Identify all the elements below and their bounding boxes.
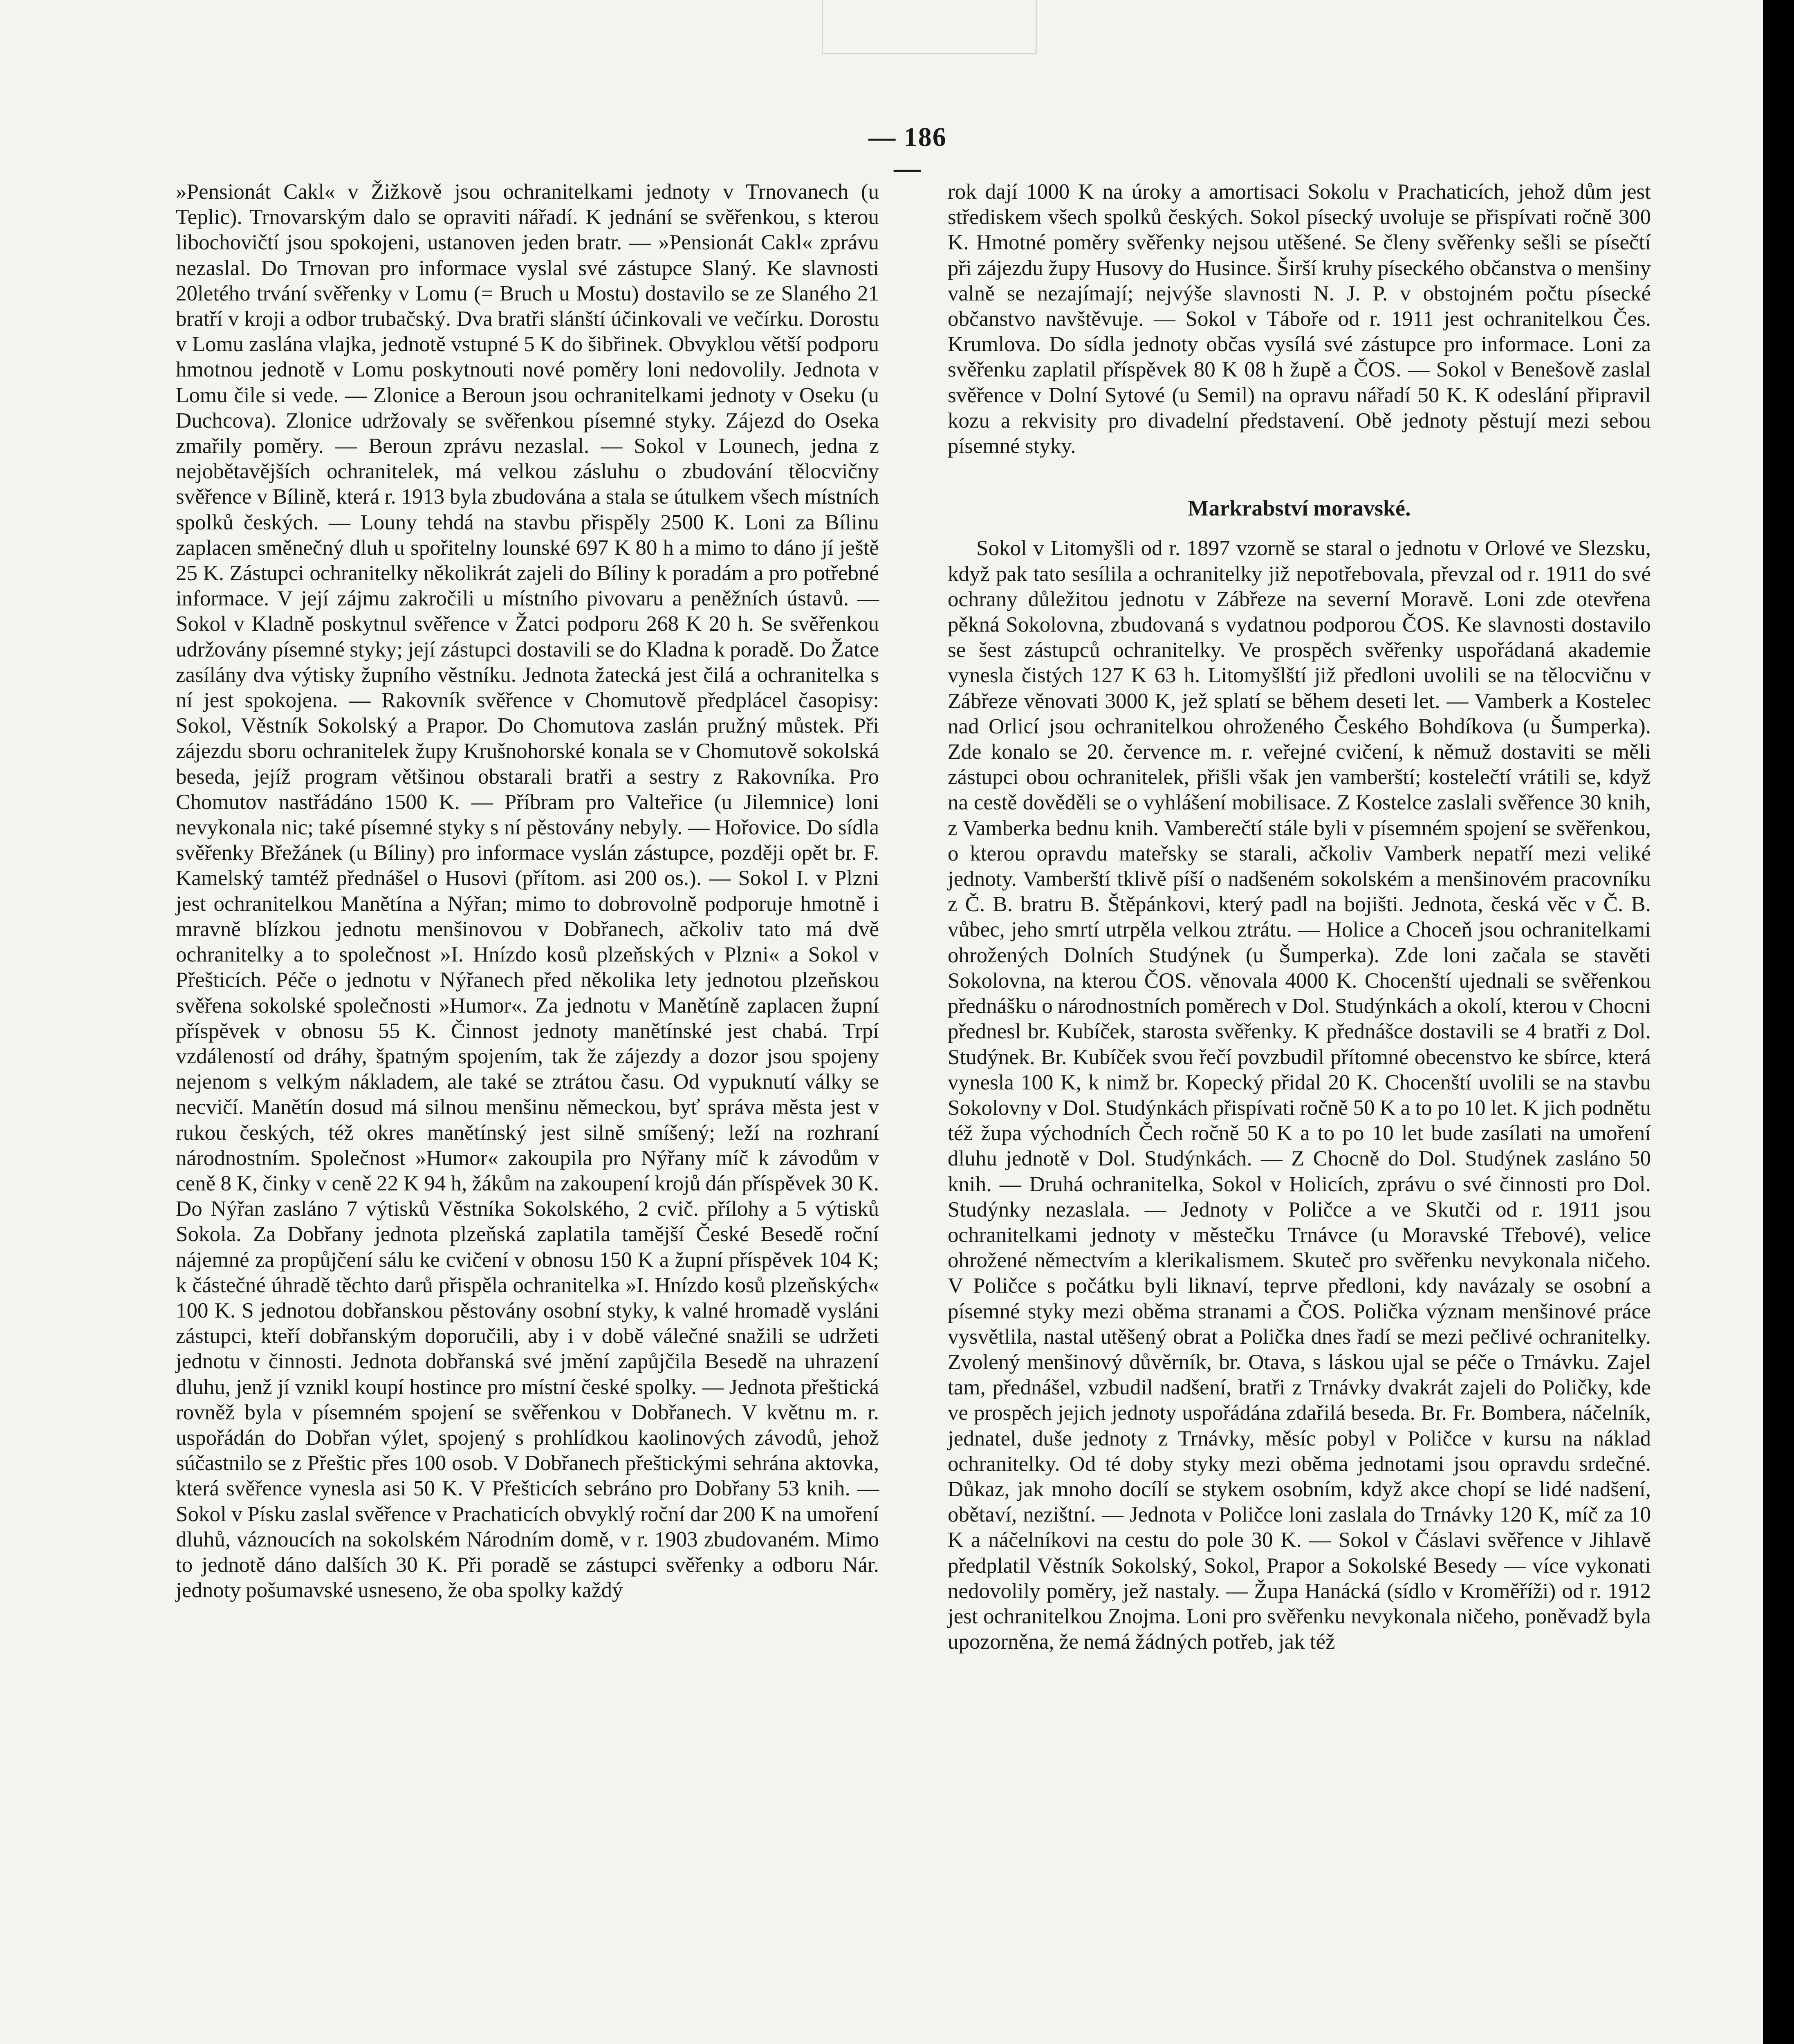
page-number: — 186 — [868, 122, 947, 183]
scan-artifact [822, 0, 1037, 54]
right-column-text-top: rok dají 1000 K na úroky a amortisaci Sokolu v Prachaticích, jehož dům jest střediskem všech spolků českých. Sokol písecký uvoluje se přispívati ročně 300 K. Hmotné poměry svěřenky nejsou utěšené. Se členy svěřenky sešli se písečtí při zájezdu župy Husovy do Husince. Širší kruhy píseckého občanstva o menšiny valně se nezajímají; nejvýše slavnosti N. J. P. v obstojném počtu písecké občanstvo navštěvuje. — Sokol v Táboře od r. 1911 jest ochranitelkou Čes. Krumlova. Do sídla jednoty občas vysílá své zástupce pro informace. Loni za svěřenku zaplatil příspěvek 80 K 08 h župě a ČOS. — Sokol v Benešově zaslal svěřence v Dolní Sytové (u Semil) na opravu nářadí 50 K. K odeslání připravil kozu a rekvisity pro divadelní představení. Obě jednoty pěstují mezi sebou písemné styky. [948, 180, 1651, 458]
left-column [176, 179, 879, 1603]
right-column [948, 179, 1651, 1654]
right-column-text-bottom: Sokol v Litomyšli od r. 1897 vzorně se staral o jednotu v Orlové ve Slezsku, když pak tato sesílila a ochranitelky již nepotřebovala, převzal od r. 1911 do své ochrany důležitou jednotu v Zábřeze na severní Moravě. Loni zde otevřena pěkná Sokolovna, zbudovaná s vydatnou podporou ČOS. Ke slavnosti dostavilo se šest zástupců ochranitelky. Ve prospěch svěřenky uspořádaná akademie vynesla čistých 127 K 63 h. Litomyšlští již předloni uvolili se na tělocvičnu v Zábřeze věnovati 3000 K, jež splatí se během deseti let. — Vamberk a Kostelec nad Orlicí jsou ochranitelkou ohroženého Českého Bohdíkova (u Šumperka). Zde konalo se 20. července m. r. veřejné cvičení, k němuž dostaviti se měli zástupci obou ochranitelek, přišli však jen vamberští; kostelečtí vrátili se, když na cestě dověděli se o vyhlášení mobilisace. Z Kostelce zaslali svěřence 30 knih, z Vamberka bednu knih. Vamberečtí stále byli v písemném spojení se svěřenkou, o kterou opravdu mateřsky se starali, ačkoliv Vamberk nepatří mezi veliké jednoty. Vamberští tklivě píší o nadšeném sokolském a menšinovém pracovníku z Č. B. bratru B. Štěpánkovi, který padl na bojišti. Jednota, česká věc v Č. B. vůbec, jeho smrtí utrpěla velkou ztrátu. — Holice a Choceň jsou ochranitelkami ohrožených Dolních Studýnek (u Šumperka). Zde loni začala se stavěti Sokolovna, na kterou ČOS. věnovala 4000 K. Chocenští ujednali se svěřenkou přednášku o národnostních poměrech v Dol. Studýnkách a okolí, kterou v Chocni přednesl br. Kubíček, starosta svěřenky. K přednášce dostavili se 4 bratři z Dol. Studýnek. Br. Kubíček svou řečí povzbudil přítomné obecenstvo ke sbírce, která vynesla 100 K, k nimž br. Kopecký přidal 20 K. Chocenští uvolili se na stavbu Sokolovny v Dol. Studýnkách přispívati ročně 50 K a to po 10 let. K jich podnětu též župa východních Čech ročně 50 K a to po 10 let bude zasílati na umoření dluhu jednotě v Dol. Studýnkách. — Z Chocně do Dol. Studýnek zasláno 50 knih. — Druhá ochranitelka, Sokol v Holicích, zprávu o své činnosti pro Dol. Studýnky nezaslala. — Jednoty v Poličce a ve Skutči od r. 1911 jsou ochranitelkami jednoty v městečku Trnávce (u Moravské Třebové), velice ohrožené němectvím a klerikalismem. Skuteč pro svěřenku nevykonala ničeho. V Poličce s počátku byli liknaví, teprve předloni, kdy navázaly se osobní a písemné styky mezi oběma stranami a ČOS. Polička význam menšinové práce vysvětlila, nastal utěšený obrat a Polička dnes řadí se mezi pečlivé ochranitelky. Zvolený menšinový důvěrník, br. Otava, s láskou ujal se péče o Trnávku. Zajel tam, přednášel, vzbudil nadšení, bratři z Trnávky dvakrát zajeli do Poličky, kde ve prospěch jejich jednoty uspořádána zdařilá beseda. Br. Fr. Bombera, náčelník, jednatel, duše jednoty z Trnávky, měsíc pobyl v Poličce v kursu na náklad ochranitelky. Od té doby styky mezi oběma jednotami jsou opravdu srdečné. Důkaz, jak mnoho docílí se stykem osobním, když akce chopí se lidé nadšení, obětaví, nezištní. — Jednota v Poličce loni zaslala do Trnávky 120 K, míč za 10 K a náčelníkovi na cestu do pole 30 K. — Sokol v Čáslavi svěřence v Jihlavě předplatil Věstník Sokolský, Sokol, Prapor a Sokolské Besedy — více vykonati nedovolily poměry, jež nastaly. — Župa Hanácká (sídlo v Kroměříži) od r. 1912 jest ochranitelkou Znojma. Loni pro svěřenku nevykonala ničeho, poněvadž byla upozorněna, že nemá žádných potřeb, jak též [948, 536, 1651, 1654]
section-heading: Markrabství moravské. [1188, 496, 1411, 521]
left-column-text: »Pensionát Cakl« v Žižkově jsou ochranitelkami jednoty v Trnovanech (u Teplic). Trnovarským dalo se opraviti nářadí. K jednání se svěřenkou, s kterou libochovičtí jsou spokojeni, ustanoven jeden bratr. — »Pensionát Cakl« zprávu nezaslal. Do Trnovan pro informace vyslal své zástupce Slaný. Ke slavnosti 20letého trvání svěřenky v Lomu (= Bruch u Mostu) dostavilo se ze Slaného 21 bratří v kroji a odbor trubačský. Dva bratři slánští účinkovali ve večírku. Dorostu v Lomu zaslána vlajka, jednotě vstupné 5 K do šibřinek. Obvyklou větší podporu hmotnou jednotě v Lomu poskytnouti nové poměry loni nedovolily. Jednota v Lomu čile si vede. — Zlonice a Beroun jsou ochranitelkami jednoty v Oseku (u Duchcova). Zlonice udržovaly se svěřenkou písemné styky. Zájezd do Oseka zmařily poměry. — Beroun zprávu nezaslal. — Sokol v Lounech, jedna z nejobětavějších ochranitelek, má velkou zásluhu o zbudování tělocvičny svěřence v Bílině, která r. 1913 byla zbudována a stala se útulkem všech místních spolků českých. — Louny tehdá na stavbu přispěly 2500 K. Loni za Bílinu zaplacen směnečný dluh u spořitelny lounské 697 K 80 h a mimo to dáno jí ještě 25 K. Zástupci ochranitelky několikrát zajeli do Bíliny k poradám a pro potřebné informace. V její zájmu zakročili u místního pivovaru a peněžních ústavů. — Sokol v Kladně poskytnul svěřence v Žatci podporu 268 K 20 h. Se svěřenkou udržovány písemné styky; její zástupci dostavili se do Kladna k poradě. Do Žatce zasílány dva výtisky župního věstníku. Jednota žatecká jest čilá a ochranitelka s ní jest spokojena. — Rakovník svěřence v Chomutově předplácel časopisy: Sokol, Věstník Sokolský a Prapor. Do Chomutova zaslán pružný můstek. Při zájezdu sboru ochranitelek župy Krušnohorské konala se v Chomutově sokolská beseda, jejíž program většinou obstarali bratři a sestry z Rakovníka. Pro Chomutov nastřádáno 1500 K. — Příbram pro Valteřice (u Jilemnice) loni nevykonala nic; také písemné styky s ní pěstovány nebyly. — Hořovice. Do sídla svěřenky Břežánek (u Bíliny) pro informace vyslán zástupce, později opět br. F. Kamelský tamtéž přednášel o Husovi (přítom. asi 200 os.). — Sokol I. v Plzni jest ochranitelkou Manětína a Nýřan; mimo to dobrovolně podporuje hmotně i mravně blízkou jednotu menšinovou v Dobřanech, ačkoliv tato má dvě ochranitelky a to společnost »I. Hnízdo kosů plzeňských v Plzni« a Sokol v Přešticích. Péče o jednotu v Nýřanech před několika lety jednotou plzeňskou svěřena sokolské společnosti »Humor«. Za jednotu v Manětíně zaplacen župní příspěvek v obnosu 55 K. Činnost jednoty manětínské jest chabá. Trpí vzdáleností od dráhy, špatným spojením, tak že zájezdy a dozor jsou spojeny nejenom s velkým nákladem, ale také se ztrátou času. Od vypuknutí války se necvičí. Manětín dosud má silnou menšinu německou, byť správa města jest v rukou českých, též okres manětínský jest silně smíšený; leží na rozhraní národnostním. Společnost »Humor« zakoupila pro Nýřany míč k závodům v ceně 8 K, činky v ceně 22 K 94 h, žákům na zakoupení krojů dán příspěvek 30 K. Do Nýřan zasláno 7 výtisků Věstníka Sokolského, 2 cvič. přílohy a 5 výtisků Sokola. Za Dobřany jednota plzeňská zaplatila tamější České Besedě roční nájemné za propůjčení sálu ke cvičení v obnosu 150 K a župní příspěvek 104 K; k částečné úhradě těchto darů přispěla ochranitelka »I. Hnízdo kosů plzeňských« 100 K. S jednotou dobřanskou pěstovány osobní styky, k valné hromadě vysláni zástupci, kteří dobřanským doporučili, aby i v době válečné snažili se udržeti jednotu v činnosti. Jednota dobřanská své jmění zapůjčila Besedě na uhrazení dluhu, jenž jí vznikl koupí hostince pro místní české spolky. — Jednota přeštická rovněž byla v písemném spojení se svěřenkou v Dobřanech. V květnu m. r. uspořádán do Dobřan výlet, spojený s prohlídkou kaolinových závodů, jehož súčastnilo se z Přeštic přes 100 osob. V Dobřanech přeštickými sehrána aktovka, která svěřence vynesla asi 50 K. V Přešticích sebráno pro Dobřany 53 knih. — Sokol v Písku zaslal svěřence v Prachaticích obvyklý roční dar 200 K na umoření dluhů, váznoucích na sokolském Národním domě, v r. 1903 zbudovaném. Mimo to jednotě dáno dalších 30 K. Při poradě se zástupci svěřenky a odboru Nár. jednoty pošumavské usneseno, že oba spolky každý [176, 180, 879, 1602]
